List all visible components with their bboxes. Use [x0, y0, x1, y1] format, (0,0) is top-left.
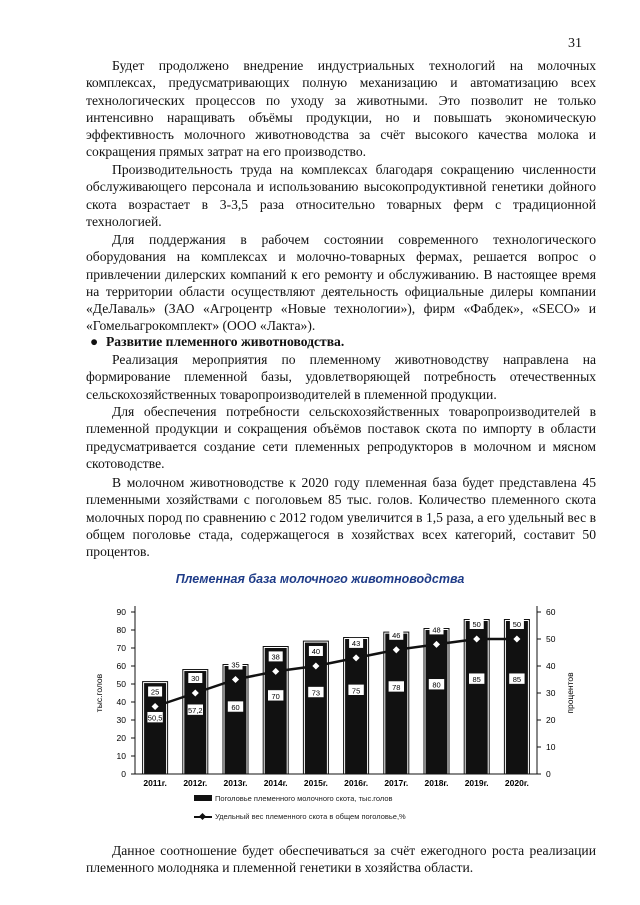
- y-tick-label-left: 20: [116, 733, 126, 743]
- bar: [184, 671, 206, 774]
- y-tick-label-right: 20: [546, 715, 556, 725]
- legend-bar-swatch: [194, 795, 212, 801]
- x-tick-label: 2014г.: [263, 778, 288, 788]
- bar: [426, 630, 448, 774]
- bullet-icon: ●: [90, 334, 99, 349]
- closing-paragraph: [86, 842, 596, 877]
- paragraph-text: Для поддержания в рабочем состоянии современного технологического оборудования на комплексах и молочно-товарных фермах, решается вопрос о привлечении дилерских компаний к его ремонту и обслуживанию. В настоящее время на территории области осуществляют деятельность официальные дилеры компании «ДеЛаваль» (ЗАО «Агроцентр «Новые технологии»), фирм «Фабдек», «SECO» и «Гомельагрокомплект» (ООО «Лакта»).: [86, 232, 596, 334]
- paragraph-text: В молочном животноводстве к 2020 году племенная база будет представлена 45 племенными хозяйствами с поголовьем 85 тыс. голов. Количество племенного скота молочных пород по сравнению с 2012 годом увеличится в 1,5 раза, а его удельный вес в общем поголовье стада, содержащегося в хозяйствах всех категорий, составит 50 процентов.: [86, 475, 596, 560]
- y-tick-label-left: 60: [116, 661, 126, 671]
- legend-bar-label: Поголовье племенного молочного скота, тыс.голов: [215, 794, 393, 803]
- y-axis-label-left: тыс.голов: [94, 673, 104, 713]
- x-tick-label: 2019г.: [464, 778, 489, 788]
- x-tick-label: 2012г.: [183, 778, 208, 788]
- y-tick-label-left: 90: [116, 607, 126, 617]
- chart-title: Племенная база молочного животноводства: [175, 572, 465, 586]
- breeding-base-chart: [0, 592, 640, 802]
- bar-value-label: 80: [432, 680, 441, 690]
- y-tick-label-left: 40: [116, 697, 126, 707]
- bar-value-label: 50,5: [147, 713, 163, 723]
- line-value-label: 46: [392, 630, 401, 640]
- paragraph-4: [86, 351, 596, 403]
- share-line: [155, 639, 517, 707]
- paragraph-text: Производительность труда на комплексах благодаря сокращению численности обслуживающего персонала и использованию высокопродуктивной генетики дойного скота возрастает в 3-3,5 раза относительно товарных ферм с традиционной технологией.: [86, 162, 596, 229]
- y-tick-label-left: 30: [116, 715, 126, 725]
- x-tick-label: 2011г.: [143, 778, 167, 788]
- paragraph-text: Реализация мероприятия по племенному животноводству направлена на формирование племенной базы, удовлетворяющей потребность отечественных сельскохозяйственных товаропроизводителей в племенной продукции.: [86, 352, 596, 402]
- x-tick-label: 2018г.: [424, 778, 449, 788]
- bullet-heading-text: Развитие племенного животноводства.: [106, 334, 345, 349]
- paragraph-3: [86, 231, 596, 335]
- line-value-label: 35: [231, 660, 240, 670]
- y-tick-label-left: 80: [116, 625, 126, 635]
- bar-value-label: 70: [271, 691, 280, 701]
- legend-line-label: Удельный вес племенного скота в общем поголовье,%: [215, 812, 406, 821]
- y-tick-label-right: 10: [546, 742, 556, 752]
- y-tick-label-left: 10: [116, 751, 126, 761]
- legend-line: [215, 812, 415, 821]
- paragraph-1: [86, 57, 596, 161]
- x-tick-label: 2015г.: [303, 778, 328, 788]
- y-tick-label-left: 0: [121, 769, 126, 779]
- x-tick-label: 2017г.: [384, 778, 409, 788]
- line-value-label: 50: [512, 620, 522, 629]
- bar-value-label: 60: [231, 703, 240, 713]
- y-axis-label-right: процентов: [565, 672, 575, 714]
- bar-value-label: 73: [311, 688, 321, 698]
- line-value-label: 25: [150, 687, 160, 697]
- line-value-label: 43: [351, 638, 361, 648]
- paragraph-5: [86, 403, 596, 472]
- x-tick-label: 2013г.: [223, 778, 248, 788]
- y-tick-label-right: 40: [546, 661, 556, 671]
- line-value-label: 40: [311, 647, 321, 656]
- paragraph-text: Данное соотношение будет обеспечиваться за счёт ежегодного роста реализации племенного молодняка и племенной генетики в хозяйства области.: [86, 843, 596, 876]
- bullet-heading: [86, 333, 616, 350]
- y-tick-label-left: 50: [116, 679, 126, 689]
- bar: [506, 621, 528, 774]
- paragraph-6: [86, 474, 596, 560]
- legend-line-swatch: [194, 816, 212, 818]
- x-tick-label: 2016г.: [344, 778, 369, 788]
- line-value-label: 50: [472, 620, 481, 629]
- line-value-label: 30: [191, 674, 200, 683]
- bar-value-label: 85: [512, 675, 522, 685]
- line-value-label: 48: [432, 625, 441, 635]
- bar: [466, 621, 488, 774]
- x-tick-label: 2020г.: [504, 778, 529, 788]
- y-tick-label-right: 50: [546, 634, 556, 644]
- page-number: 31: [568, 36, 582, 51]
- bar-value-label: 57,2: [187, 706, 203, 716]
- bar: [144, 683, 166, 774]
- y-tick-label-right: 0: [546, 769, 551, 779]
- legend-bars: [215, 794, 392, 803]
- paragraph-text: Будет продолжено внедрение индустриальных технологий на молочных комплексах, предусматривающих полную механизацию и автоматизацию всех технологических процессов по уходу за животными. Это позволит не только интенсивно наращивать объёмы продукции, но и повышать экономическую эффективность молочного животноводства за счёт высокого качества молока и сокращения прямых затрат на его производство.: [86, 58, 596, 160]
- line-value-label: 38: [271, 652, 280, 662]
- y-tick-label-right: 30: [546, 688, 556, 698]
- bar-value-label: 75: [351, 686, 361, 696]
- bar-value-label: 85: [472, 675, 481, 685]
- paragraph-2: [86, 161, 596, 230]
- bar-value-label: 78: [392, 682, 401, 692]
- paragraph-text: Для обеспечения потребности сельскохозяйственных товаропроизводителей в племенной продукции и сокращения объёмов поставок скота по импорту в области предусматривается создание сети племенных репродукторов в молочном и мясном скотоводстве.: [86, 404, 596, 471]
- y-tick-label-left: 70: [116, 643, 126, 653]
- y-tick-label-right: 60: [546, 607, 556, 617]
